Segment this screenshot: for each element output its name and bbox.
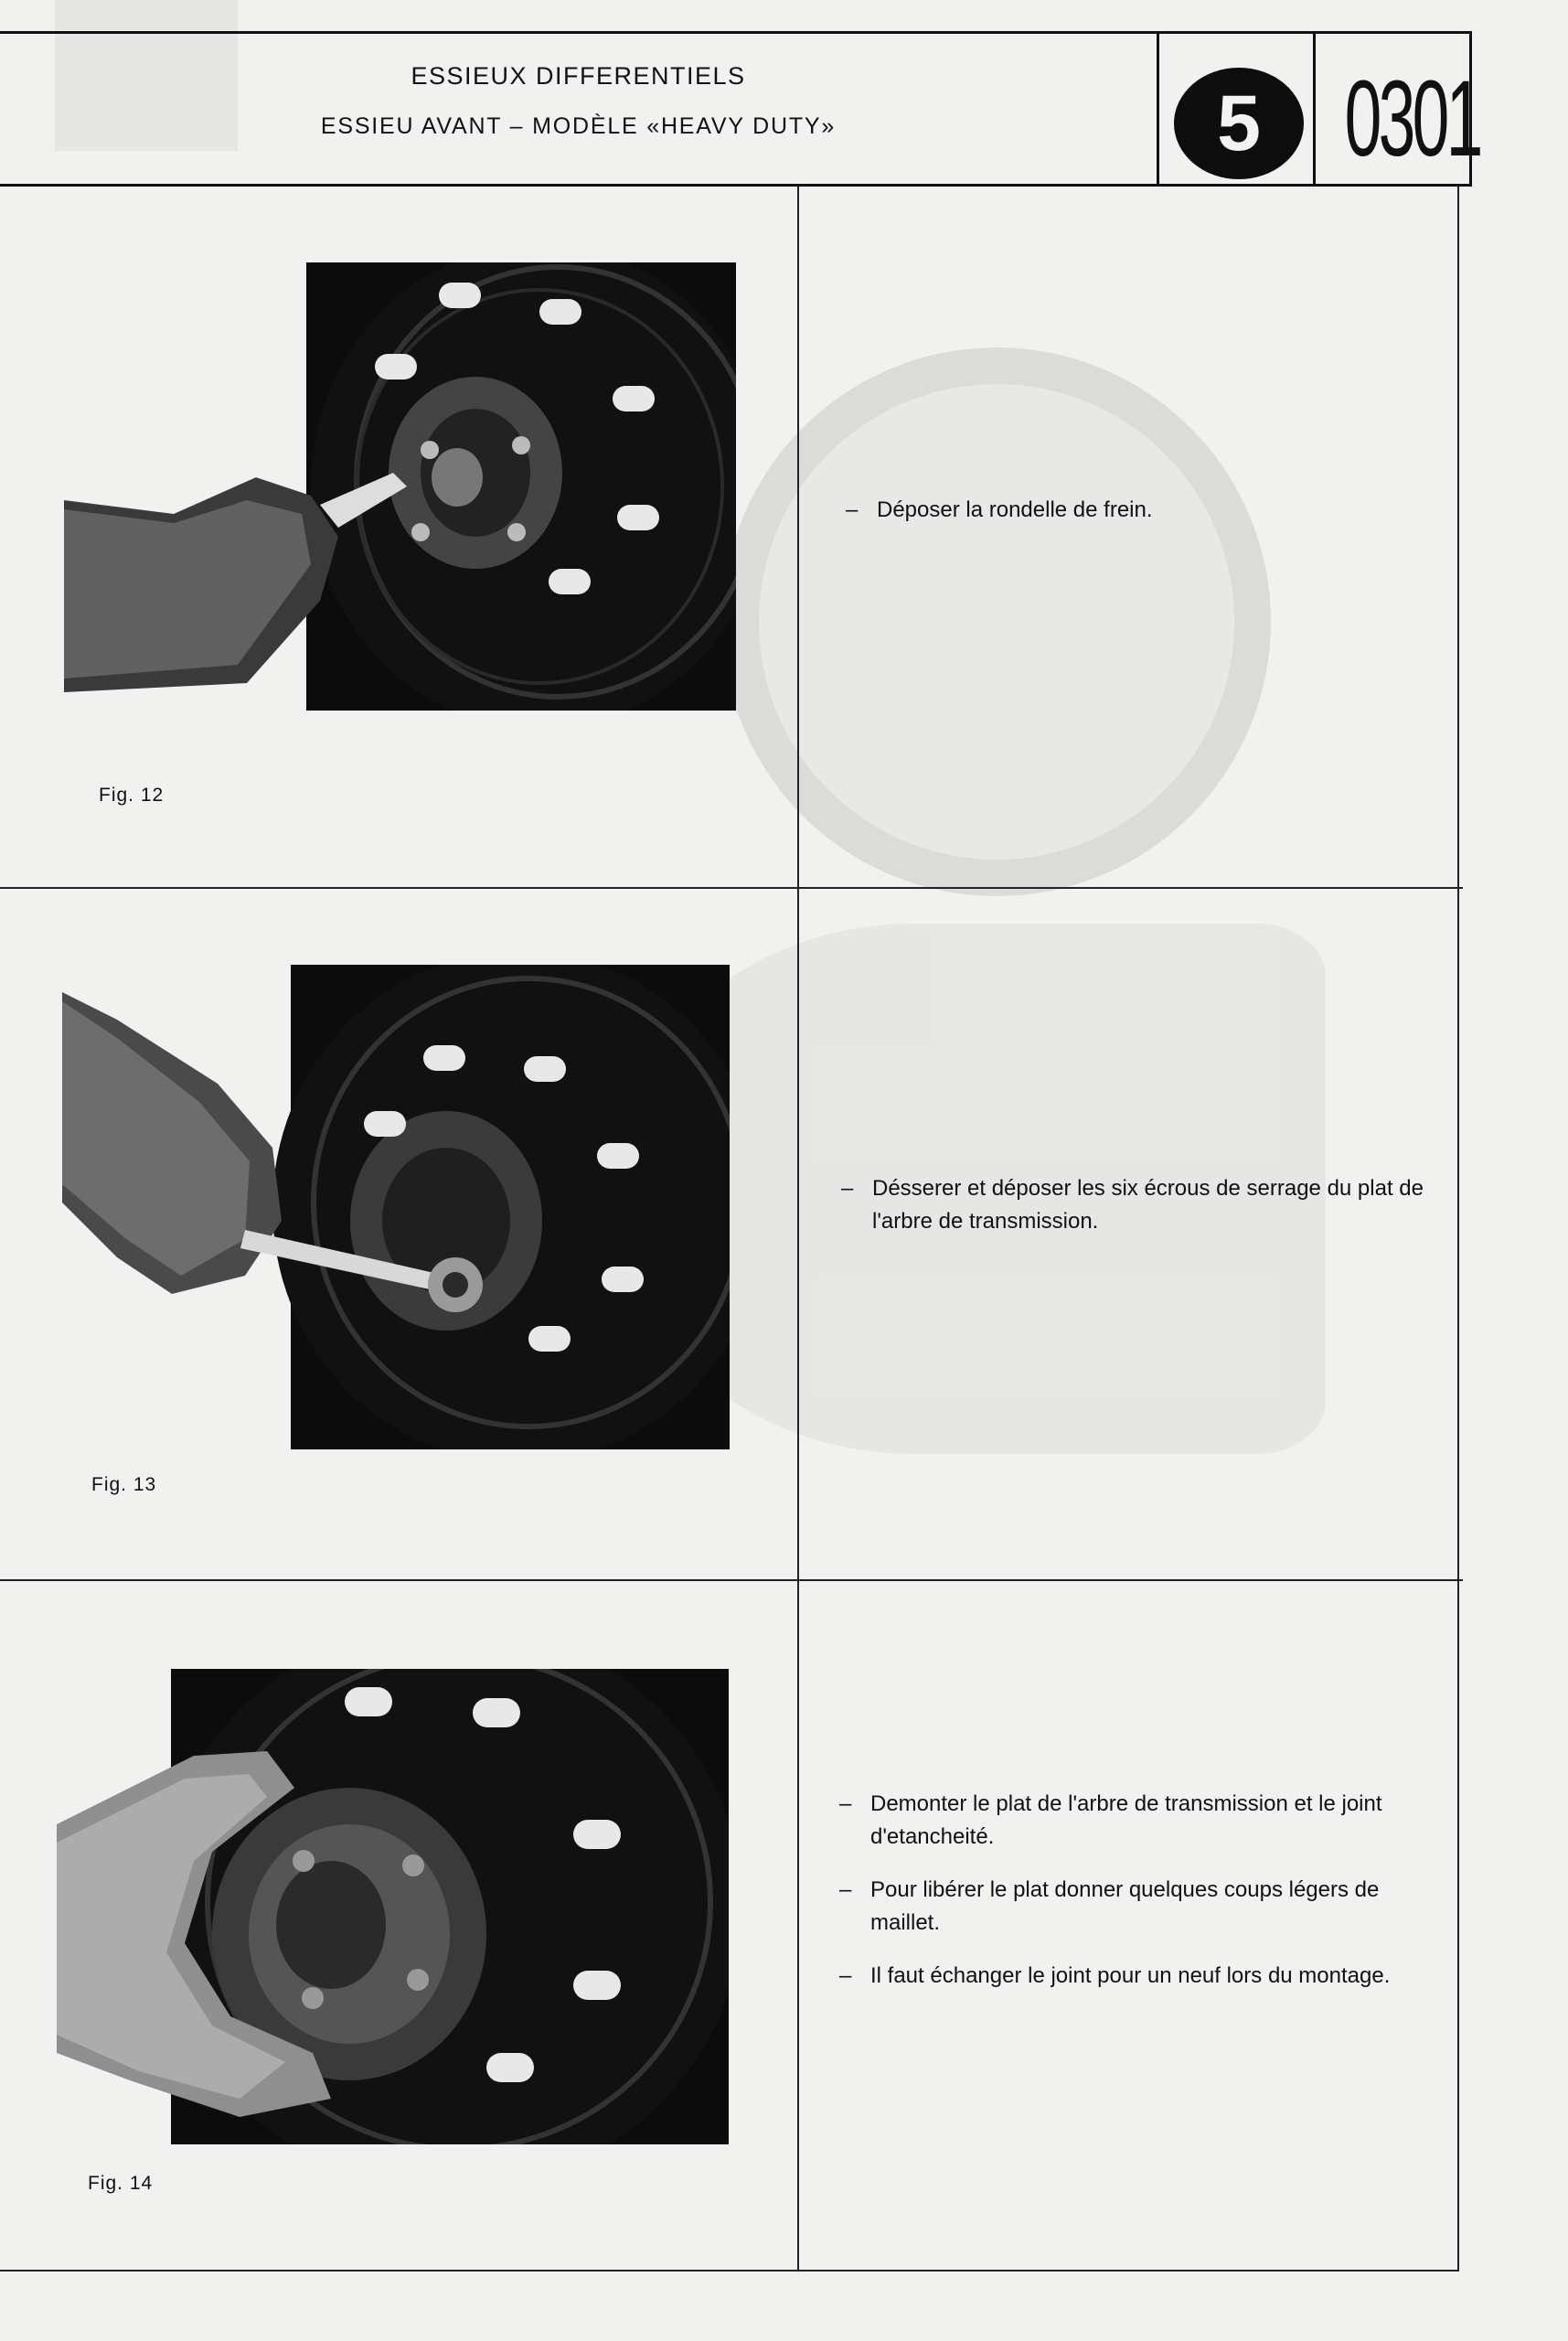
row-divider-1 xyxy=(0,887,1463,889)
instruction-item: – Désserer et déposer les six écrous de serrage du plat de l'arbre de transmission. xyxy=(841,1172,1435,1238)
instruction-item: – Pour libérer le plat donner quelques coups légers de maillet. xyxy=(839,1874,1434,1940)
figure-14-caption: Fig. 14 xyxy=(88,2173,154,2194)
figure-14-photo xyxy=(57,1669,729,2144)
section-1-instructions xyxy=(846,494,1431,547)
figure-12-caption: Fig. 12 xyxy=(99,785,165,806)
section-3-instructions xyxy=(839,1788,1434,2013)
right-border xyxy=(1457,187,1459,2272)
chapter-badge: 5 xyxy=(1174,68,1304,179)
figure-13-caption: Fig. 13 xyxy=(91,1474,157,1495)
ghost-disc-1 xyxy=(722,347,1271,896)
instruction-item: – Déposer la rondelle de frein. xyxy=(846,494,1431,527)
figure-13-photo xyxy=(62,965,730,1449)
header-title-block xyxy=(0,31,1157,187)
bottom-border xyxy=(0,2270,1459,2272)
header-divider-2 xyxy=(1313,31,1316,187)
header-title-line1: ESSIEUX DIFFERENTIELS xyxy=(411,62,746,90)
instruction-item: – Demonter le plat de l'arbre de transmission et le joint d'etancheité. xyxy=(839,1788,1434,1854)
header-title-line2: ESSIEU AVANT – MODÈLE «HEAVY DUTY» xyxy=(320,113,837,139)
instruction-item: – Il faut échanger le joint pour un neuf lors du montage. xyxy=(839,1960,1434,1993)
column-divider xyxy=(797,187,799,2272)
page-number: 0301 xyxy=(1344,59,1480,179)
header-divider-1 xyxy=(1157,31,1159,187)
row-divider-2 xyxy=(0,1579,1463,1581)
figure-12-photo xyxy=(64,262,736,711)
section-2-instructions xyxy=(841,1172,1435,1258)
